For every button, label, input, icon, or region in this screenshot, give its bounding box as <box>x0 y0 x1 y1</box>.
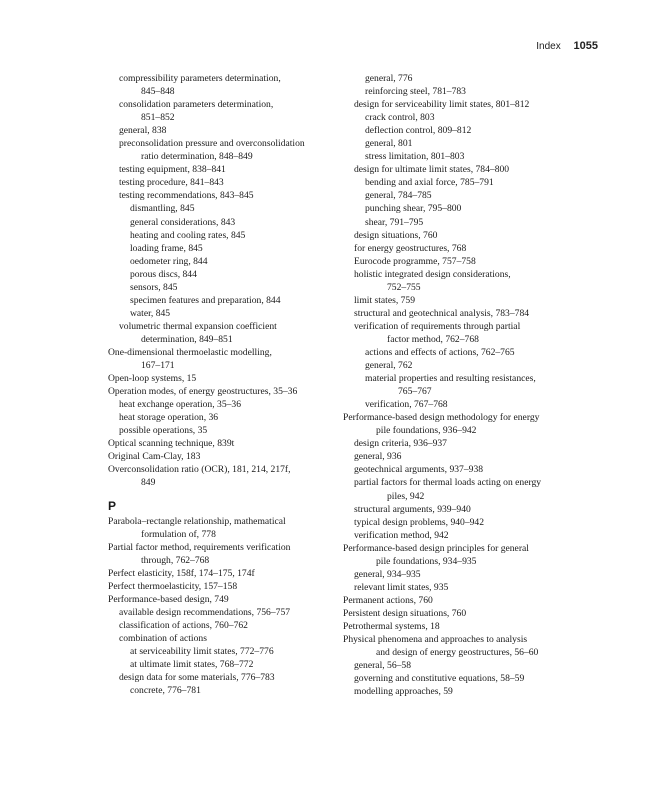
index-entry: testing procedure, 841–843 <box>119 177 224 189</box>
index-entry: water, 845 <box>130 307 171 319</box>
index-entry: shear, 791–795 <box>365 216 424 228</box>
index-entry: general, 56–58 <box>354 660 412 672</box>
index-entry: general considerations, 843 <box>130 216 236 228</box>
index-entry: loading frame, 845 <box>130 242 203 254</box>
index-entry: deflection control, 809–812 <box>365 125 472 137</box>
index-entry: heating and cooling rates, 845 <box>130 229 246 241</box>
index-entry: relevant limit states, 935 <box>354 581 449 593</box>
running-header <box>536 40 598 52</box>
index-entry: limit states, 759 <box>354 294 416 306</box>
index-entry: partial factors for thermal loads acting on energy <box>354 477 542 489</box>
index-entry: stress limitation, 801–803 <box>365 151 465 163</box>
index-entry: available design recommendations, 756–757 <box>119 606 291 618</box>
index-entry: actions and effects of actions, 762–765 <box>365 346 515 358</box>
index-entry: concrete, 776–781 <box>130 685 201 697</box>
index-entry: design data for some materials, 776–783 <box>119 672 275 684</box>
index-entry: heat storage operation, 36 <box>119 412 219 424</box>
section-letter-heading: P <box>108 498 117 513</box>
index-entry: Performance-based design, 749 <box>108 593 229 605</box>
index-entry: design for ultimate limit states, 784–800 <box>354 164 510 176</box>
index-entry: modelling approaches, 59 <box>354 686 453 698</box>
index-entry: general, 838 <box>119 125 167 137</box>
index-entry: 845–848 <box>141 86 175 98</box>
index-entry: Open-loop systems, 15 <box>108 373 197 385</box>
index-entry: verification, 767–768 <box>365 399 448 411</box>
index-entry: at serviceability limit states, 772–776 <box>130 645 274 657</box>
index-entry: testing recommendations, 843–845 <box>119 190 254 202</box>
index-entry: porous discs, 844 <box>130 268 197 280</box>
index-entry: crack control, 803 <box>365 112 435 124</box>
index-entry: holistic integrated design considerations, <box>354 268 511 280</box>
index-entry: One-dimensional thermoelastic modelling, <box>108 346 272 358</box>
index-entry: structural arguments, 939–940 <box>354 503 471 515</box>
index-entry: Parabola–rectangle relationship, mathematical <box>108 515 286 527</box>
index-entry: governing and constitutive equations, 58–59 <box>354 673 525 685</box>
index-entry: 752–755 <box>387 281 421 293</box>
index-entry: pile foundations, 934–935 <box>376 555 477 567</box>
index-entry: preconsolidation pressure and overconsolidation <box>119 138 305 150</box>
index-entry: Persistent design situations, 760 <box>343 607 467 619</box>
page-number: 1055 <box>573 40 598 52</box>
index-entry: Performance-based design principles for general <box>343 542 529 554</box>
index-entry: Overconsolidation ratio (OCR), 181, 214, 217f, <box>108 464 291 476</box>
index-entry: testing equipment, 838–841 <box>119 164 226 176</box>
index-entry: reinforcing steel, 781–783 <box>365 86 466 98</box>
index-entry: classification of actions, 760–762 <box>119 619 248 631</box>
index-entry: heat exchange operation, 35–36 <box>119 399 242 411</box>
index-entry: compressibility parameters determination, <box>119 73 281 84</box>
index-entry: dismantling, 845 <box>130 203 195 215</box>
index-entry: oedometer ring, 844 <box>130 255 208 267</box>
index-entry: Permanent actions, 760 <box>343 594 433 606</box>
index-entry: general, 776 <box>365 73 413 84</box>
index-entry: general, 936 <box>354 451 402 463</box>
index-entry: possible operations, 35 <box>119 425 208 437</box>
header-section-title: Index <box>536 41 561 52</box>
index-entry: pile foundations, 936–942 <box>376 425 477 437</box>
index-entry: structural and geotechnical analysis, 783–784 <box>354 307 530 319</box>
index-entry: Petrothermal systems, 18 <box>343 620 440 632</box>
index-entry: through, 762–768 <box>141 554 210 566</box>
index-entry: material properties and resulting resistances, <box>365 373 536 385</box>
index-entry: Perfect thermoelasticity, 157–158 <box>108 580 238 592</box>
index-entry: punching shear, 795–800 <box>365 203 462 215</box>
index-entry: design criteria, 936–937 <box>354 438 447 450</box>
index-entry: factor method, 762–768 <box>387 333 479 345</box>
index-entry: general, 801 <box>365 138 413 150</box>
index-column-right <box>343 72 581 698</box>
index-entry: formulation of, 778 <box>141 528 216 540</box>
index-entry: Original Cam-Clay, 183 <box>108 451 201 463</box>
index-entry: general, 784–785 <box>365 190 432 202</box>
index-entry: Physical phenomena and approaches to analysis <box>343 634 528 646</box>
index-entry: Eurocode programme, 757–758 <box>354 255 476 267</box>
index-entry: typical design problems, 940–942 <box>354 516 485 528</box>
index-entry: specimen features and preparation, 844 <box>130 294 281 306</box>
index-entry: bending and axial force, 785–791 <box>365 177 494 189</box>
index-entry: consolidation parameters determination, <box>119 99 274 111</box>
index-entry: sensors, 845 <box>130 281 178 293</box>
index-entry: general, 934–935 <box>354 568 421 580</box>
index-entry: for energy geostructures, 768 <box>354 242 467 254</box>
index-entry: verification method, 942 <box>354 529 449 541</box>
index-entry: volumetric thermal expansion coefficient <box>119 320 277 332</box>
index-entry: and design of energy geostructures, 56–60 <box>376 647 539 659</box>
index-entry: Partial factor method, requirements verification <box>108 541 291 553</box>
index-entry: verification of requirements through partial <box>354 320 521 332</box>
index-entry: Perfect elasticity, 158f, 174–175, 174f <box>108 567 255 579</box>
index-entry: combination of actions <box>119 632 207 644</box>
index-entry: Performance-based design methodology for energy <box>343 412 540 424</box>
index-entry: 167–171 <box>141 360 175 372</box>
index-entry: ratio determination, 848–849 <box>141 151 253 163</box>
index-entry: geotechnical arguments, 937–938 <box>354 464 484 476</box>
index-entry: 851–852 <box>141 112 175 124</box>
index-column-left <box>108 72 336 697</box>
index-entry: 765–767 <box>398 386 432 398</box>
index-entry: Operation modes, of energy geostructures, 35–36 <box>108 386 298 398</box>
index-entry: design situations, 760 <box>354 229 438 241</box>
index-entry: piles, 942 <box>387 490 425 502</box>
index-entry: at ultimate limit states, 768–772 <box>130 659 254 671</box>
index-entry: 849 <box>141 477 156 489</box>
index-entry: general, 762 <box>365 360 413 372</box>
index-entry: Optical scanning technique, 839t <box>108 438 235 450</box>
index-entry: determination, 849–851 <box>141 333 233 345</box>
index-entry: design for serviceability limit states, 801–812 <box>354 99 530 111</box>
